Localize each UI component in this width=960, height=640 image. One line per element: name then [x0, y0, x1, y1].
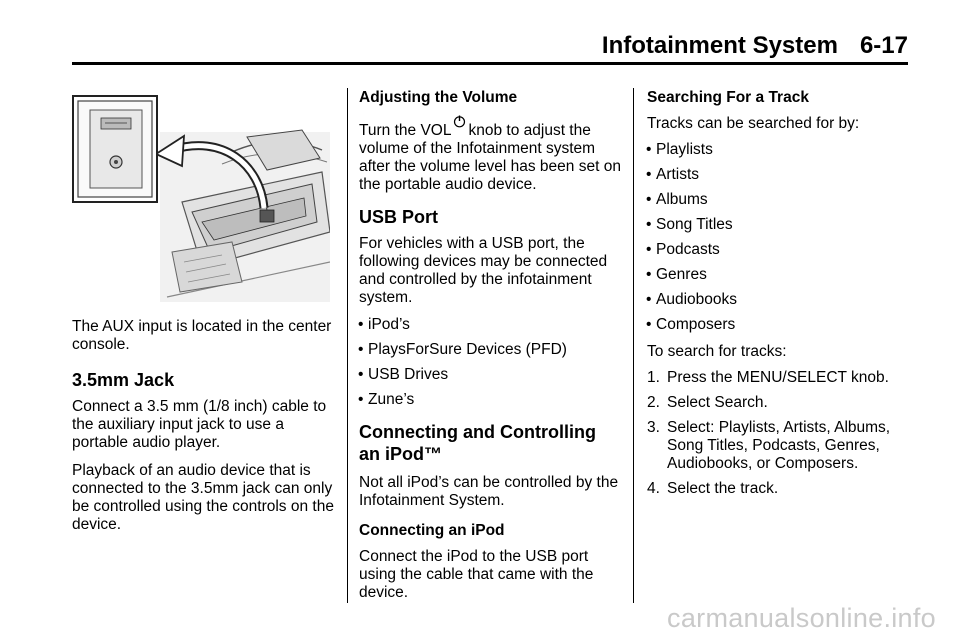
watermark: carmanualsonline.info: [667, 603, 936, 633]
steps-intro: To search for tracks:: [647, 343, 787, 360]
section-title: Infotainment System: [601, 32, 838, 59]
volume-paragraph: [359, 115, 627, 194]
list-item: • Playlists: [647, 141, 909, 159]
aux-input-illustration: [72, 92, 330, 304]
step-text: Select: Playlists, Artists, Albums, Song Titles, Podcasts, Genres, Audiobooks, or Composers.: [667, 419, 891, 472]
jack-paragraph-2: Playback of an audio device that is connected to the 3.5mm jack can only be controlled using the controls on the device.: [72, 462, 334, 533]
list-item: • Song Titles: [647, 216, 909, 234]
list-item: • Albums: [647, 191, 909, 209]
step-number: 3.: [647, 419, 660, 436]
ipod-paragraph: Not all iPod’s can be controlled by the Infotainment System.: [359, 474, 619, 509]
list-item: • Zune’s: [359, 391, 627, 409]
page-header: [602, 32, 908, 60]
aux-jack-inset: [73, 96, 157, 202]
step-item: [647, 419, 909, 473]
search-heading: Searching For a Track: [647, 89, 809, 106]
step-text: Press the MENU/SELECT knob.: [667, 369, 889, 386]
usb-device-list: [359, 316, 627, 409]
column-divider-2: [633, 88, 634, 603]
step-item: [647, 394, 909, 412]
column-3: [647, 89, 909, 498]
list-item: • iPod’s: [359, 316, 627, 334]
volume-text-before: Turn the VOL: [359, 122, 452, 139]
usb-intro: For vehicles with a USB port, the following devices may be connected and controlled by the infotainment system.: [359, 235, 608, 306]
list-item: • Composers: [647, 316, 909, 334]
column-2: [359, 89, 627, 602]
jack-paragraph-1: Connect a 3.5 mm (1/8 inch) cable to the auxiliary input jack to use a portable audio player.: [72, 398, 327, 451]
search-intro: Tracks can be searched for by:: [647, 115, 860, 132]
list-item: • PlaysForSure Devices (PFD): [359, 341, 627, 359]
volume-heading: Adjusting the Volume: [359, 89, 518, 106]
list-item: • Podcasts: [647, 241, 909, 259]
ipod-heading: Connecting and Controlling an iPod™: [359, 422, 596, 464]
header-rule: [72, 62, 908, 65]
volume-text-after: knob to adjust the volume of the Infotainment system after the volume level has been set on the portable audio device.: [359, 122, 621, 193]
connect-heading: Connecting an iPod: [359, 522, 505, 539]
list-item: • USB Drives: [359, 366, 627, 384]
connect-paragraph: Connect the iPod to the USB port using the cable that came with the device.: [359, 548, 594, 601]
step-text: Select Search.: [667, 394, 768, 411]
list-item: • Genres: [647, 266, 909, 284]
step-item: [647, 480, 909, 498]
search-criteria-list: [647, 141, 909, 334]
step-number: 2.: [647, 394, 660, 411]
column-1: [72, 318, 334, 534]
step-item: [647, 369, 909, 387]
search-steps: [647, 369, 909, 498]
figure-caption: The AUX input is located in the center console.: [72, 318, 332, 353]
power-knob-icon: [453, 115, 466, 128]
jack-heading: 3.5mm Jack: [72, 370, 175, 390]
step-number: 1.: [647, 369, 660, 386]
step-text: Select the track.: [667, 480, 779, 497]
page-number: 6-17: [859, 32, 908, 59]
step-number: 4.: [647, 480, 660, 497]
console-drawing: [160, 130, 330, 302]
list-item: • Audiobooks: [647, 291, 909, 309]
list-item: • Artists: [647, 166, 909, 184]
column-divider-1: [347, 88, 348, 603]
usb-heading: USB Port: [359, 207, 439, 227]
